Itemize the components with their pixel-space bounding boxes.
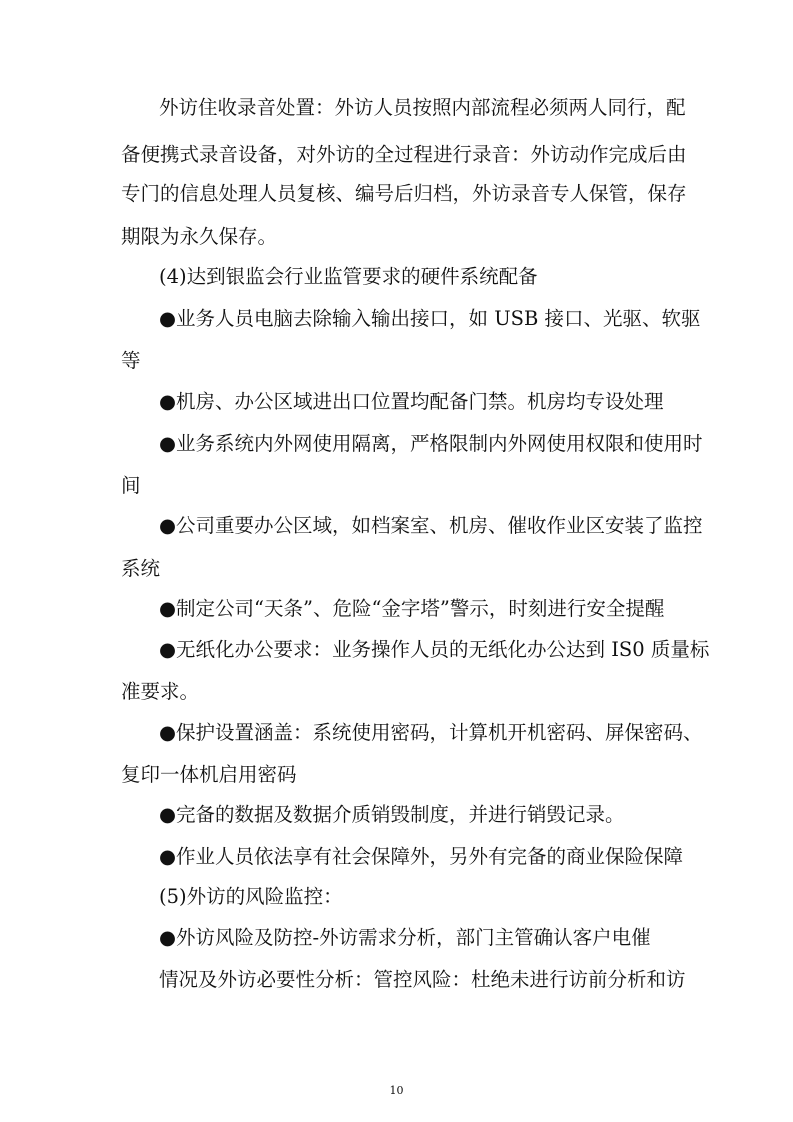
text-line: 等 <box>121 349 141 372</box>
bullet-line: ●无纸化办公要求：业务操作人员的无纸化办公达到 IS0 质量标 <box>159 638 710 661</box>
bullet-line: ●作业人员依法享有社会保障外，另外有完备的商业保险保障 <box>159 845 684 868</box>
text-line: 期限为永久保存。 <box>121 225 278 248</box>
bullet-line: ●业务系统内外网使用隔离，严格限制内外网使用权限和使用时 <box>159 432 703 455</box>
text-line: (5)外访的风险监控： <box>159 885 343 908</box>
text-line: 复印一体机启用密码 <box>121 763 297 786</box>
bullet-line: ●机房、办公区域进出口位置均配备门禁。机房均专设处理 <box>159 390 664 413</box>
bullet-line: ●制定公司“天条”、危险“金字塔”警示，时刻进行安全提醒 <box>159 597 665 620</box>
text-line: 专门的信息处理人员复核、编号后归档，外访录音专人保管，保存 <box>121 182 687 205</box>
text-line: (4)达到银监会行业监管要求的硬件系统配备 <box>159 265 538 288</box>
text-line: 备便携式录音设备，对外访的全过程进行录音：外访动作完成后由 <box>121 143 687 166</box>
text-line: 系统 <box>121 557 161 580</box>
page-number: 10 <box>389 1084 404 1097</box>
bullet-line: ●外访风险及防控-外访需求分析，部门主管确认客户电催 <box>159 926 651 949</box>
bullet-line: ●保护设置涵盖：系统使用密码，计算机开机密码、屏保密码、 <box>159 721 703 744</box>
text-line: 间 <box>121 474 141 497</box>
bullet-line: ●业务人员电脑去除输入输出接口，如 USB 接口、光驱、软驱 <box>159 307 701 330</box>
bullet-line: ●完备的数据及数据介质销毁制度，并进行销毁记录。 <box>159 803 625 826</box>
text-line: 情况及外访必要性分析：管控风险：杜绝未进行访前分析和访 <box>159 968 686 991</box>
bullet-line: ●公司重要办公区域，如档案室、机房、催收作业区安装了监控 <box>159 514 703 537</box>
text-line: 外访住收录音处置：外访人员按照内部流程必须两人同行，配 <box>159 96 686 119</box>
text-line: 准要求。 <box>121 680 200 703</box>
